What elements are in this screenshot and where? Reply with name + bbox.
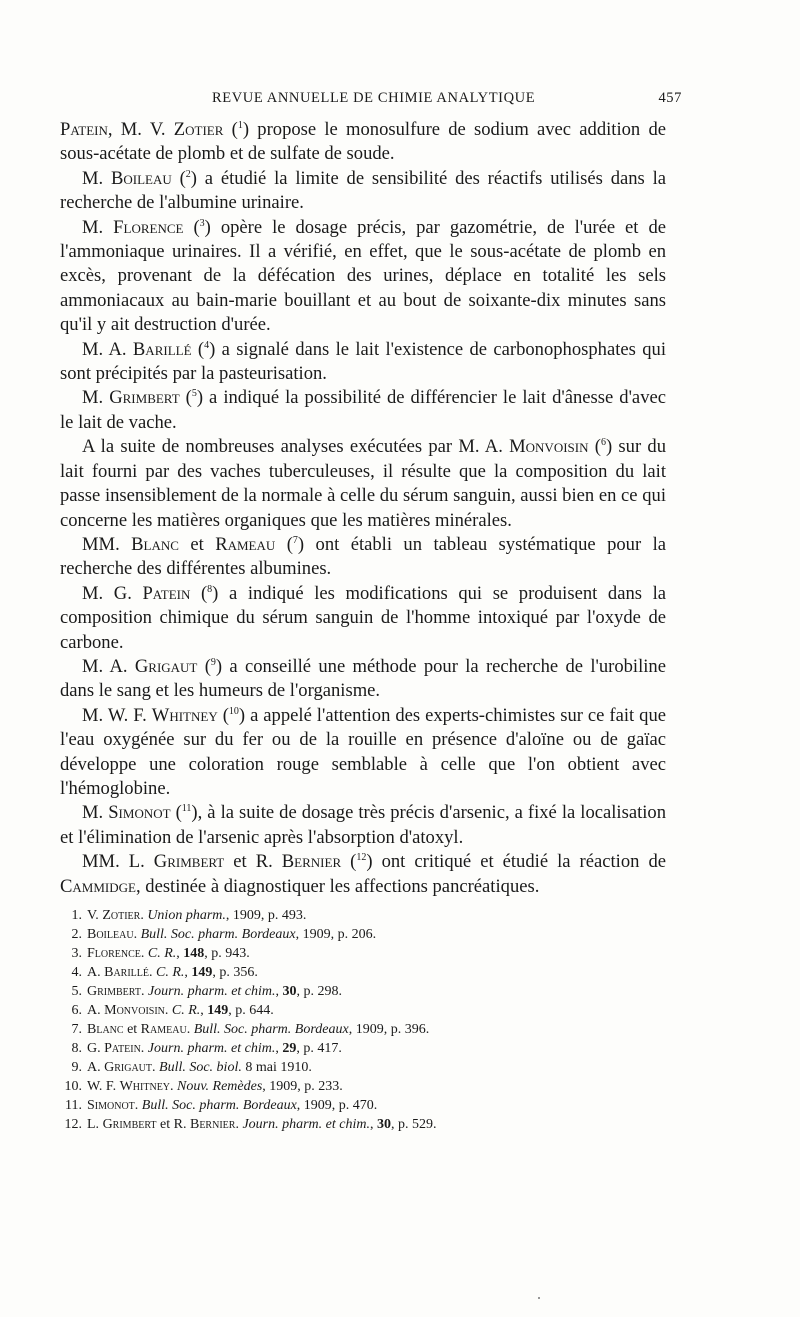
footnote xyxy=(60,1077,666,1096)
text-run: a signalé dans le lait l'existence de carbonophosphates qui sont précipités par la pasteurisation. xyxy=(60,338,666,385)
author-name: Boileau xyxy=(87,927,134,942)
author-name: Grimbert xyxy=(102,1117,157,1132)
text-run: , M. V. xyxy=(107,119,174,140)
text-run: , à la suite de dosage très précis d'arsenic, a fixé la localisation et l'élimination de l'arsenic après l'absorption d'atoxyl. xyxy=(60,802,666,848)
text-run: M. xyxy=(82,167,111,189)
footnote xyxy=(60,963,666,982)
text-run: . xyxy=(164,1003,172,1018)
footnote-number: 6. xyxy=(71,1003,82,1018)
text-run: et xyxy=(178,533,216,555)
footnote-number: 11. xyxy=(65,1098,82,1113)
text-run: . xyxy=(140,1041,148,1056)
text-run: G. xyxy=(87,1041,105,1056)
text-run: opère le dosage précis, par gazométrie, de l'urée et de l'ammoniaque urinaires. Il a vérifié, en effet, que le sous-acétate de plomb en excès, provenant de la défécation des urines, déplace en totalité les sels ammoniacaux au bain-marie bouillant et au bout de soixante-dix minutes sans qu'il y ait destruction d'urée. xyxy=(60,216,666,336)
author-name: Barillé xyxy=(104,965,150,980)
author-name: Monvoisin xyxy=(104,1003,165,1018)
text-run: M. xyxy=(82,802,109,824)
footnote-number: 12. xyxy=(64,1117,82,1132)
footnote-marker: 7 xyxy=(292,534,298,546)
author-name: Grimbert xyxy=(109,387,180,409)
text-run: . xyxy=(134,1098,142,1113)
journal-title: C. R. xyxy=(147,946,177,961)
author-name: Florence xyxy=(113,216,184,238)
author-name: Blanc xyxy=(131,533,179,555)
text-run: , 1909, p. 470. xyxy=(296,1098,378,1113)
paragraph: M. Simonot ($^{11}$), à la suite de dosage très précis d'arsenic, a fixé la localisation et l'élimination de l'arsenic après l'absorption d'atoxyl. xyxy=(60,802,666,848)
text-run: et R. xyxy=(156,1117,190,1132)
paragraph: M. Florence ($^3$) opère le dosage précis, par gazométrie, de l'urée et de l'ammoniaque urinaires. Il a vérifié, en effet, que le sous-acétate de plomb en excès, provenant de la défécation des urines, déplace en totalité les sels ammoniacaux au bain-marie bouillant et au bout de soixante-dix minutes sans qu'il y ait destruction d'urée. xyxy=(60,216,666,336)
author-name: Grimbert xyxy=(87,984,141,999)
author-name: Simonot xyxy=(87,1098,135,1113)
paragraph: Patein, M. V. Zotier ($^1$) propose le monosulfure de sodium avec addition de sous-acétate de plomb et de sulfate de soude. xyxy=(60,119,667,165)
volume-number: 148 xyxy=(183,946,205,961)
text-run: M. G. xyxy=(82,582,143,604)
author-name: Whitney xyxy=(119,1079,171,1094)
text-run: , destinée à diagnostiquer les affections pancréatiques. xyxy=(135,875,540,897)
paragraph: M. A. Barillé ($^4$) a signalé dans le lait l'existence de carbonophosphates qui sont précipités par la pasteurisation. xyxy=(60,338,666,385)
footnote-marker: 4 xyxy=(204,339,210,351)
paragraph: MM. Blanc et Rameau ($^7$) ont établi un tableau systématique pour la recherche des différentes albumines. xyxy=(60,533,666,580)
text-run: sur du lait fourni par des vaches tuberculeuses, il résulte que la composition du lait passe insensiblement de la normale à celle du sérum sanguin, aussi bien en ce qui concerne les matières organiques que les matières minérales. xyxy=(60,436,666,531)
author-name: Rameau xyxy=(215,533,276,555)
text-run: , xyxy=(275,984,283,999)
author-name: Zotier xyxy=(173,119,224,140)
paragraph: M. G. Patein ($^8$) a indiqué les modifications qui se produisent dans la composition chimique du sérum sanguin de l'homme intoxiqué par l'oxyde de carbone. xyxy=(60,582,666,653)
text-run: , 1909, p. 396. xyxy=(348,1022,430,1037)
text-run: M. A. xyxy=(82,338,133,360)
text-run: M. xyxy=(82,387,110,409)
text-run: propose le monosulfure de sodium avec addition de sous-acétate de plomb et de sulfate de soude. xyxy=(60,119,667,165)
text-run: . xyxy=(140,984,148,999)
text-run: , p. 644. xyxy=(228,1003,274,1018)
volume-number: 149 xyxy=(207,1003,229,1018)
author-name: Bernier xyxy=(189,1117,236,1132)
footnote-number: 9. xyxy=(71,1060,82,1075)
footnote xyxy=(60,1020,666,1039)
author-name: Monvoisin xyxy=(509,436,589,458)
author-name: Zotier xyxy=(102,908,141,923)
author-name: Florence xyxy=(87,946,141,961)
text-run: ont établi un tableau systématique pour la recherche des différentes albumines. xyxy=(60,533,666,580)
footnote xyxy=(60,982,666,1001)
journal-title: Union pharm. xyxy=(147,908,226,923)
text-run: A. xyxy=(87,965,105,980)
text-run: . xyxy=(133,927,141,942)
footnote-marker: 12 xyxy=(356,852,367,864)
text-run: V. xyxy=(87,908,103,923)
paragraph: M. A. Grigaut ($^9$) a conseillé une méthode pour la recherche de l'urobiline dans le sang et les humeurs de l'organisme. xyxy=(60,655,666,702)
footnote-marker: 6 xyxy=(600,437,606,449)
text-run: M. xyxy=(82,216,114,238)
journal-title: Nouv. Remèdes xyxy=(177,1079,263,1094)
footnote-number: 10. xyxy=(64,1079,82,1094)
footnote-marker: 8 xyxy=(207,583,213,595)
author-name: Blanc xyxy=(87,1022,124,1037)
text-run: . xyxy=(149,965,157,980)
text-run: A. xyxy=(87,1003,105,1018)
text-run: , p. 298. xyxy=(296,984,343,999)
footnote-number: 7. xyxy=(71,1022,82,1037)
running-head-title: REVUE ANNUELLE DE CHIMIE ANALYTIQUE xyxy=(212,90,536,106)
text-run: a appelé l'attention des experts-chimistes sur ce fait que l'eau oxygénée sur du fer ou de la rouille en présence d'aloïne ou de gaïac développe une coloration rouge semblable à celle que l'on obtient avec l'hémoglobine. xyxy=(60,704,666,799)
footnote-number: 2. xyxy=(71,927,82,942)
footnote xyxy=(60,925,666,944)
text-run: ont critiqué et étudié la réaction de xyxy=(372,851,666,873)
text-run: et R. xyxy=(224,851,282,873)
footnote-number: 5. xyxy=(71,984,82,999)
text-run: a indiqué la possibilité de différencier le lait d'ânesse d'avec le lait de vache. xyxy=(60,387,666,433)
author-name: Grigaut xyxy=(134,655,198,677)
journal-title: Journ. pharm. et chim. xyxy=(242,1117,370,1132)
footnote-marker: 9 xyxy=(210,656,216,668)
footnote xyxy=(60,1096,666,1115)
footnote xyxy=(60,1115,666,1134)
text-run: . xyxy=(140,908,148,923)
footnote xyxy=(60,1058,666,1077)
text-run: , xyxy=(176,946,184,961)
text-run: M. A. xyxy=(82,655,135,677)
text-run: , 1909, p. 493. xyxy=(225,908,307,923)
footnote xyxy=(60,1001,666,1020)
text-run: . xyxy=(152,1060,160,1075)
author-name: Whitney xyxy=(151,704,218,726)
text-run: , xyxy=(369,1117,377,1132)
paper-speck xyxy=(538,1297,540,1299)
author-name: Grimbert xyxy=(153,851,225,873)
author-name: Barillé xyxy=(132,338,192,360)
author-name: Simonot xyxy=(108,802,171,824)
author-name: Boileau xyxy=(111,167,172,189)
text-run: L. xyxy=(87,1117,103,1132)
paragraph: M. Boileau ($^2$) a étudié la limite de sensibilité des réactifs utilisés dans la recherche de l'albumine urinaire. xyxy=(60,167,667,214)
text-run: a conseillé une méthode pour la recherche de l'urobiline dans le sang et les humeurs de l'organisme. xyxy=(60,655,666,702)
text-run: W. F. xyxy=(87,1079,120,1094)
footnote-marker: 3 xyxy=(199,217,205,229)
text-run: 8 mai 1910. xyxy=(241,1060,312,1075)
volume-number: 149 xyxy=(191,965,213,980)
author-name: Patein xyxy=(60,119,108,140)
text-run: , xyxy=(275,1041,283,1056)
footnote-marker: 5 xyxy=(191,388,197,400)
text-run: et xyxy=(123,1022,141,1037)
footnote-number: 3. xyxy=(71,946,82,961)
footnotes xyxy=(60,906,666,1134)
text-run: , p. 417. xyxy=(296,1041,342,1056)
text-run: a indiqué les modifications qui se produisent dans la composition chimique du sérum sanguin de l'homme intoxiqué par l'oxyde de carbone. xyxy=(60,582,666,653)
text-run: , xyxy=(184,965,192,980)
journal-title: Journ. pharm. et chim. xyxy=(147,984,276,999)
paragraph: M. Grimbert ($^5$) a indiqué la possibilité de différencier le lait d'ânesse d'avec le lait de vache. xyxy=(60,387,666,433)
text-run: MM. L. xyxy=(82,851,154,873)
volume-number: 30 xyxy=(282,984,297,999)
text-run: , xyxy=(200,1003,208,1018)
volume-number: 30 xyxy=(376,1117,391,1132)
text-run: , 1909, p. 206. xyxy=(295,927,377,942)
text-run: A. xyxy=(87,1060,105,1075)
text-run: . xyxy=(186,1022,194,1037)
journal-title: C. R. xyxy=(156,965,185,980)
author-name: Patein xyxy=(142,582,191,604)
text-run: , p. 356. xyxy=(212,965,258,980)
volume-number: 29 xyxy=(282,1041,297,1056)
text-run: MM. xyxy=(82,533,132,555)
footnote-marker: 11 xyxy=(181,803,192,815)
text-run: a étudié la limite de sensibilité des réactifs utilisés dans la recherche de l'albumine urinaire. xyxy=(60,167,667,214)
text-run: , p. 943. xyxy=(204,946,250,961)
text-run: M. W. F. xyxy=(82,704,152,726)
text-run: , p. 529. xyxy=(390,1117,437,1132)
footnote xyxy=(60,1039,666,1058)
author-name: Cammidge xyxy=(60,875,136,897)
body-text xyxy=(60,118,666,899)
footnote-number: 1. xyxy=(71,908,82,923)
footnote-number: 4. xyxy=(71,965,82,980)
journal-title: Journ. pharm. et chim. xyxy=(147,1041,276,1056)
journal-title: Bull. Soc. pharm. Bordeaux xyxy=(193,1022,349,1037)
author-name: Bernier xyxy=(281,851,342,873)
journal-title: Bull. Soc. biol. xyxy=(159,1060,242,1075)
author-name: Patein xyxy=(104,1041,141,1056)
journal-title: C. R. xyxy=(171,1003,201,1018)
paragraph: M. W. F. Whitney ($^{10}$) a appelé l'attention des experts-chimistes sur ce fait que l'eau oxygénée sur du fer ou de la rouille en présence d'aloïne ou de gaïac développe une coloration rouge semblable à celle que l'on obtient avec l'hémoglobine. xyxy=(60,704,666,799)
footnote xyxy=(60,944,666,963)
footnote-marker: 10 xyxy=(228,705,239,717)
text-run: . xyxy=(140,946,148,961)
footnote-marker: 1 xyxy=(237,120,243,131)
paragraph: A la suite de nombreuses analyses exécutées par M. A. Monvoisin ($^6$) sur du lait fourni par des vaches tuberculeuses, il résulte que la composition du lait passe insensiblement de la normale à celle du sérum sanguin, aussi bien en ce qui concerne les matières organiques que les matières minérales. xyxy=(60,436,666,531)
text-run: A la suite de nombreuses analyses exécutées par M. A. xyxy=(82,436,510,458)
footnote xyxy=(60,906,666,925)
text-run: . xyxy=(170,1079,178,1094)
footnote-number: 8. xyxy=(71,1041,82,1056)
journal-title: Bull. Soc. pharm. Bordeaux xyxy=(140,927,296,942)
page-number: 457 xyxy=(658,90,682,106)
footnote-marker: 2 xyxy=(185,168,191,180)
paragraph: MM. L. Grimbert et R. Bernier ($^{12}$) ont critiqué et étudié la réaction de Cammidge, destinée à diagnostiquer les affections pancréatiques. xyxy=(60,851,666,897)
journal-title: Bull. Soc. pharm. Bordeaux xyxy=(141,1098,297,1113)
author-name: Rameau xyxy=(140,1022,187,1037)
text-run: . xyxy=(235,1117,243,1132)
text-run: , 1909, p. 233. xyxy=(262,1079,343,1094)
author-name: Grigaut xyxy=(104,1060,153,1075)
